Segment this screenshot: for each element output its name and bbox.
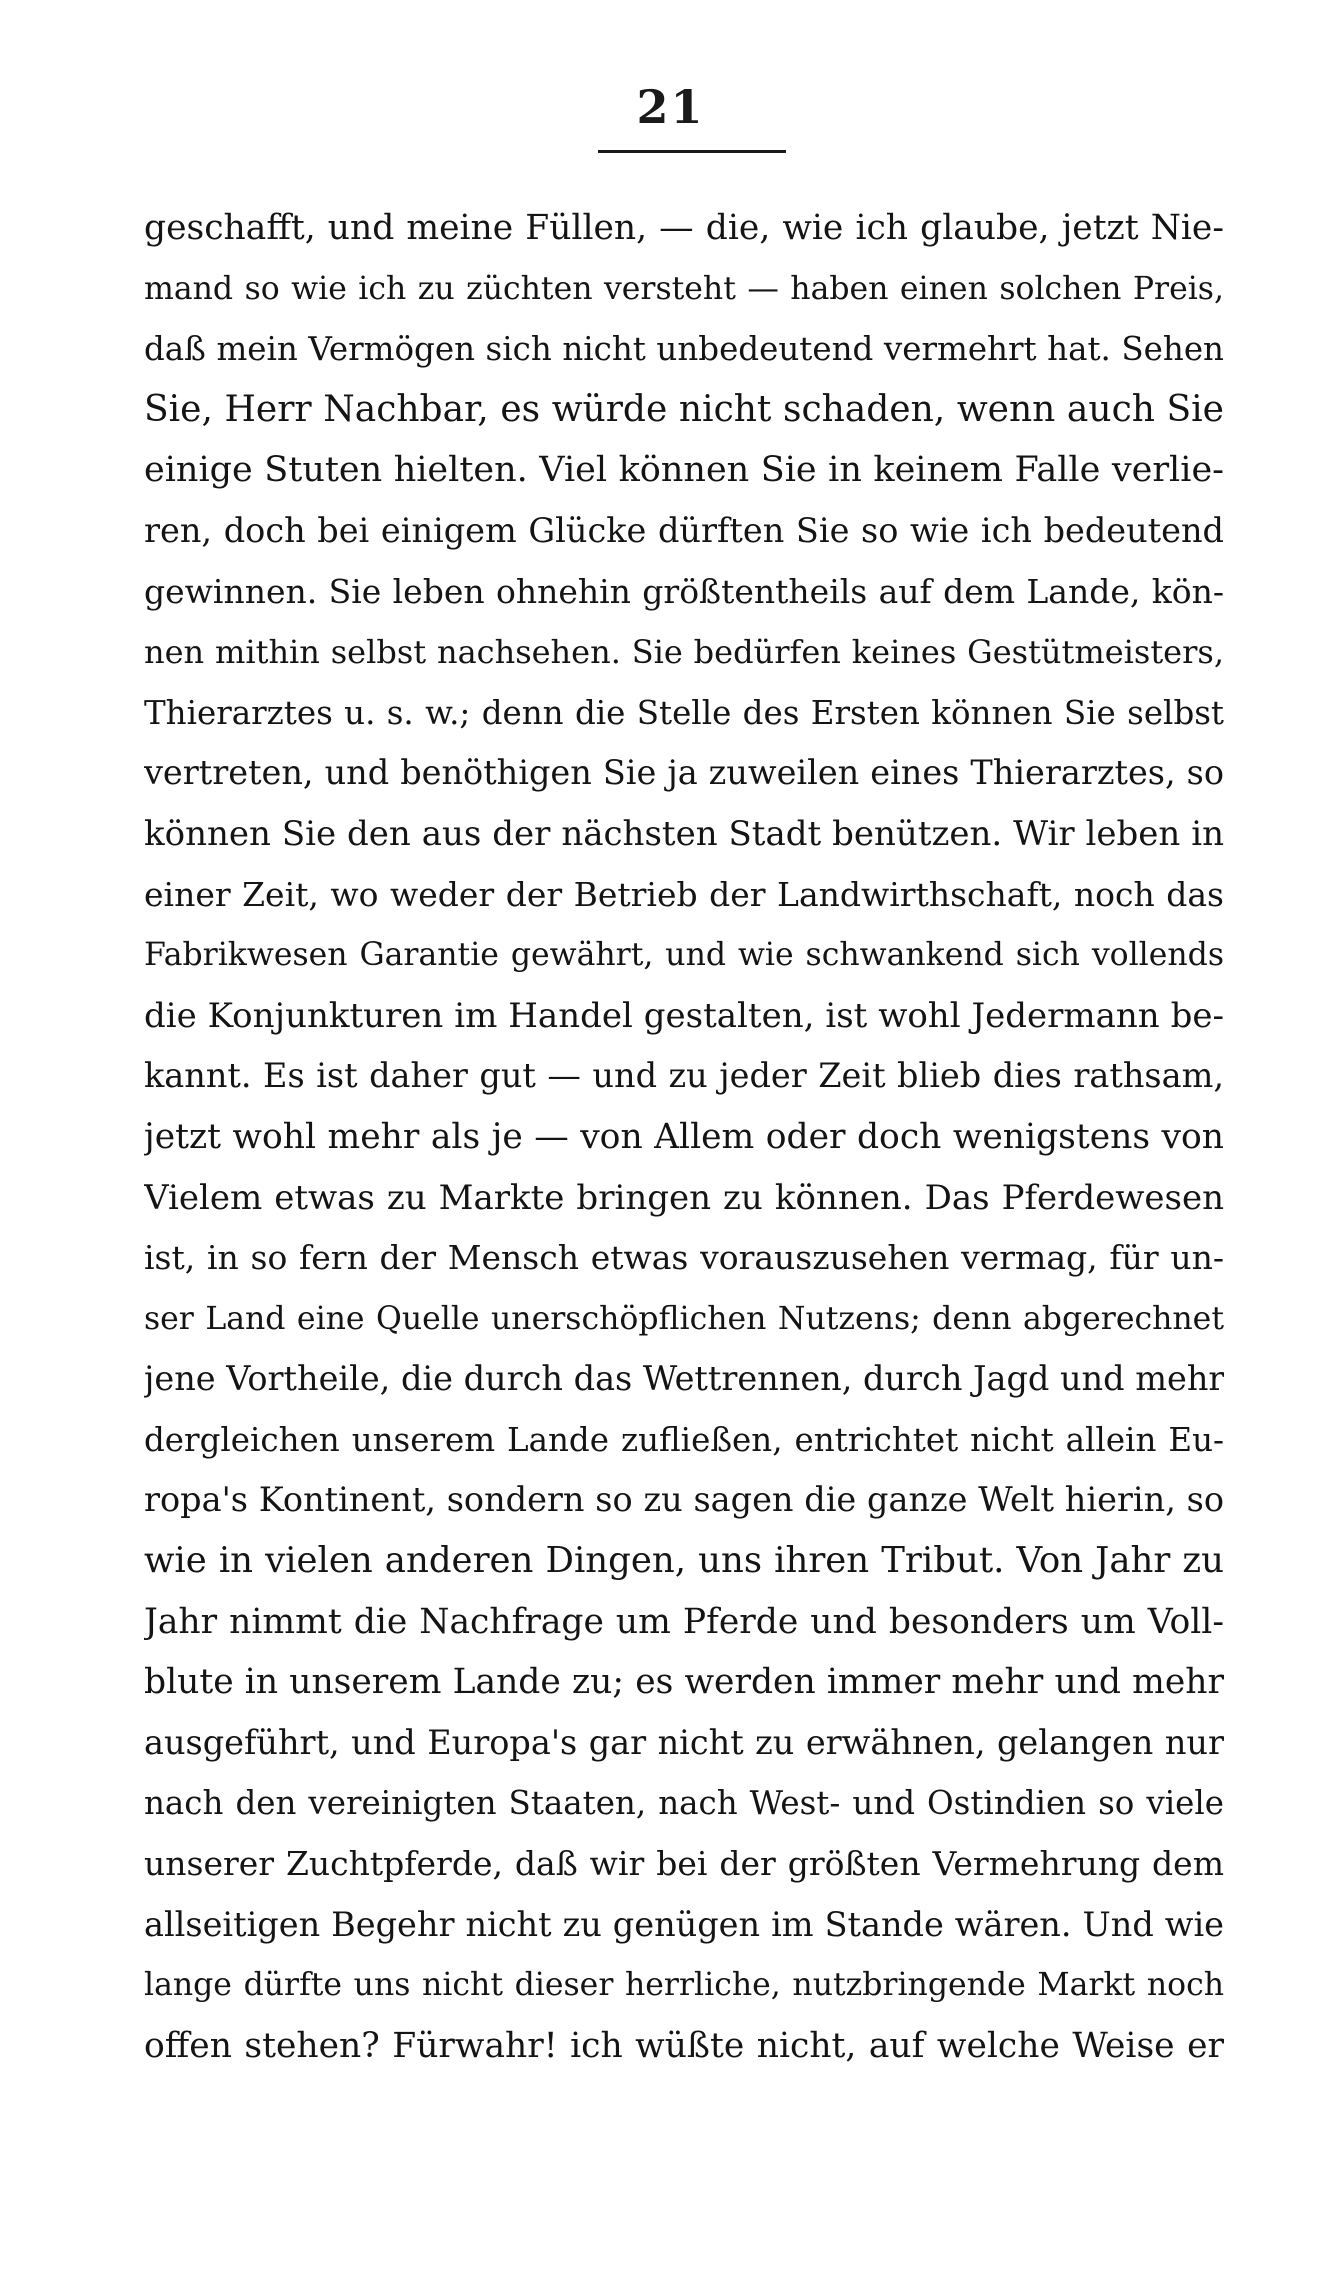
text-line: nen mithin selbst nachsehen. Sie bedürfen keines Gestütmeisters, (144, 633, 1224, 672)
text-line: können Sie den aus der nächsten Stadt benützen. Wir leben in (144, 813, 1224, 854)
text-line: dergleichen unserem Lande zufließen, entrichtet nicht allein Eu- (144, 1420, 1224, 1459)
text-line: Sie, Herr Nachbar, es würde nicht schaden, wenn auch Sie (144, 388, 1224, 430)
header-rule (598, 150, 786, 153)
text-line: lange dürfte uns nicht dieser herrliche, nutzbringende Markt noch (144, 1967, 1224, 2004)
text-line: daß mein Vermögen sich nicht unbedeutend vermehrt hat. Sehen (144, 330, 1224, 369)
text-line: geschafft, und meine Füllen, — die, wie ich glaube, jetzt Nie- (144, 208, 1224, 248)
text-line: Fabrikwesen Garantie gewährt, und wie schwankend sich vollends (144, 937, 1224, 974)
text-line: ausgeführt, und Europa's gar nicht zu erwähnen, gelangen nur (144, 1722, 1224, 1762)
text-line: einige Stuten hielten. Viel können Sie in keinem Falle verlie- (144, 450, 1224, 491)
text-line: kannt. Es ist daher gut — und zu jeder Zeit blieb dies rathsam, (144, 1056, 1224, 1096)
text-line: die Konjunkturen im Handel gestalten, ist wohl Jedermann be- (144, 995, 1224, 1036)
body-text (144, 198, 1224, 2076)
text-line: mand so wie ich zu züchten versteht — haben einen solchen Preis, (144, 270, 1224, 307)
text-line: ren, doch bei einigem Glücke dürften Sie so wie ich bedeutend (144, 510, 1224, 550)
text-line: ser Land eine Quelle unerschöpflichen Nutzens; denn abgerechnet (144, 1300, 1224, 1337)
text-line: jene Vortheile, die durch das Wettrennen, durch Jagd und mehr (144, 1359, 1224, 1399)
text-line: Vielem etwas zu Markte bringen zu können. Das Pferdewesen (144, 1177, 1224, 1218)
text-line: allseitigen Begehr nicht zu genügen im Stande wären. Und wie (144, 1904, 1224, 1944)
text-line: nach den vereinigten Staaten, nach West- und Ostindien so viele (144, 1784, 1224, 1823)
text-line: wie in vielen anderen Dingen, uns ihren Tribut. Von Jahr zu (144, 1540, 1224, 1582)
text-line: jetzt wohl mehr als je — von Allem oder doch wenigstens von (144, 1116, 1224, 1157)
text-line: gewinnen. Sie leben ohnehin größtentheils auf dem Lande, kön- (144, 571, 1224, 611)
text-line: ropa's Kontinent, sondern so zu sagen die ganze Welt hierin, so (144, 1480, 1224, 1520)
text-line: Jahr nimmt die Nachfrage um Pferde und besonders um Voll- (144, 1601, 1224, 1642)
text-line: ist, in so fern der Mensch etwas vorauszusehen vermag, für un- (144, 1238, 1224, 1278)
text-line: blute in unserem Lande zu; es werden immer mehr und mehr (144, 1662, 1224, 1703)
text-line: einer Zeit, wo weder der Betrieb der Landwirthschaft, noch das (144, 874, 1224, 914)
text-line: offen stehen? Fürwahr! ich wüßte nicht, auf welche Weise er (144, 2025, 1224, 2066)
text-line: unserer Zuchtpferde, daß wir bei der größten Vermehrung dem (144, 1844, 1224, 1884)
text-line: Thierarztes u. s. w.; denn die Stelle des Ersten können Sie selbst (144, 693, 1224, 732)
page-number: 21 (636, 80, 705, 134)
text-line: vertreten, und benöthigen Sie ja zuweilen eines Thierarztes, so (144, 753, 1224, 793)
